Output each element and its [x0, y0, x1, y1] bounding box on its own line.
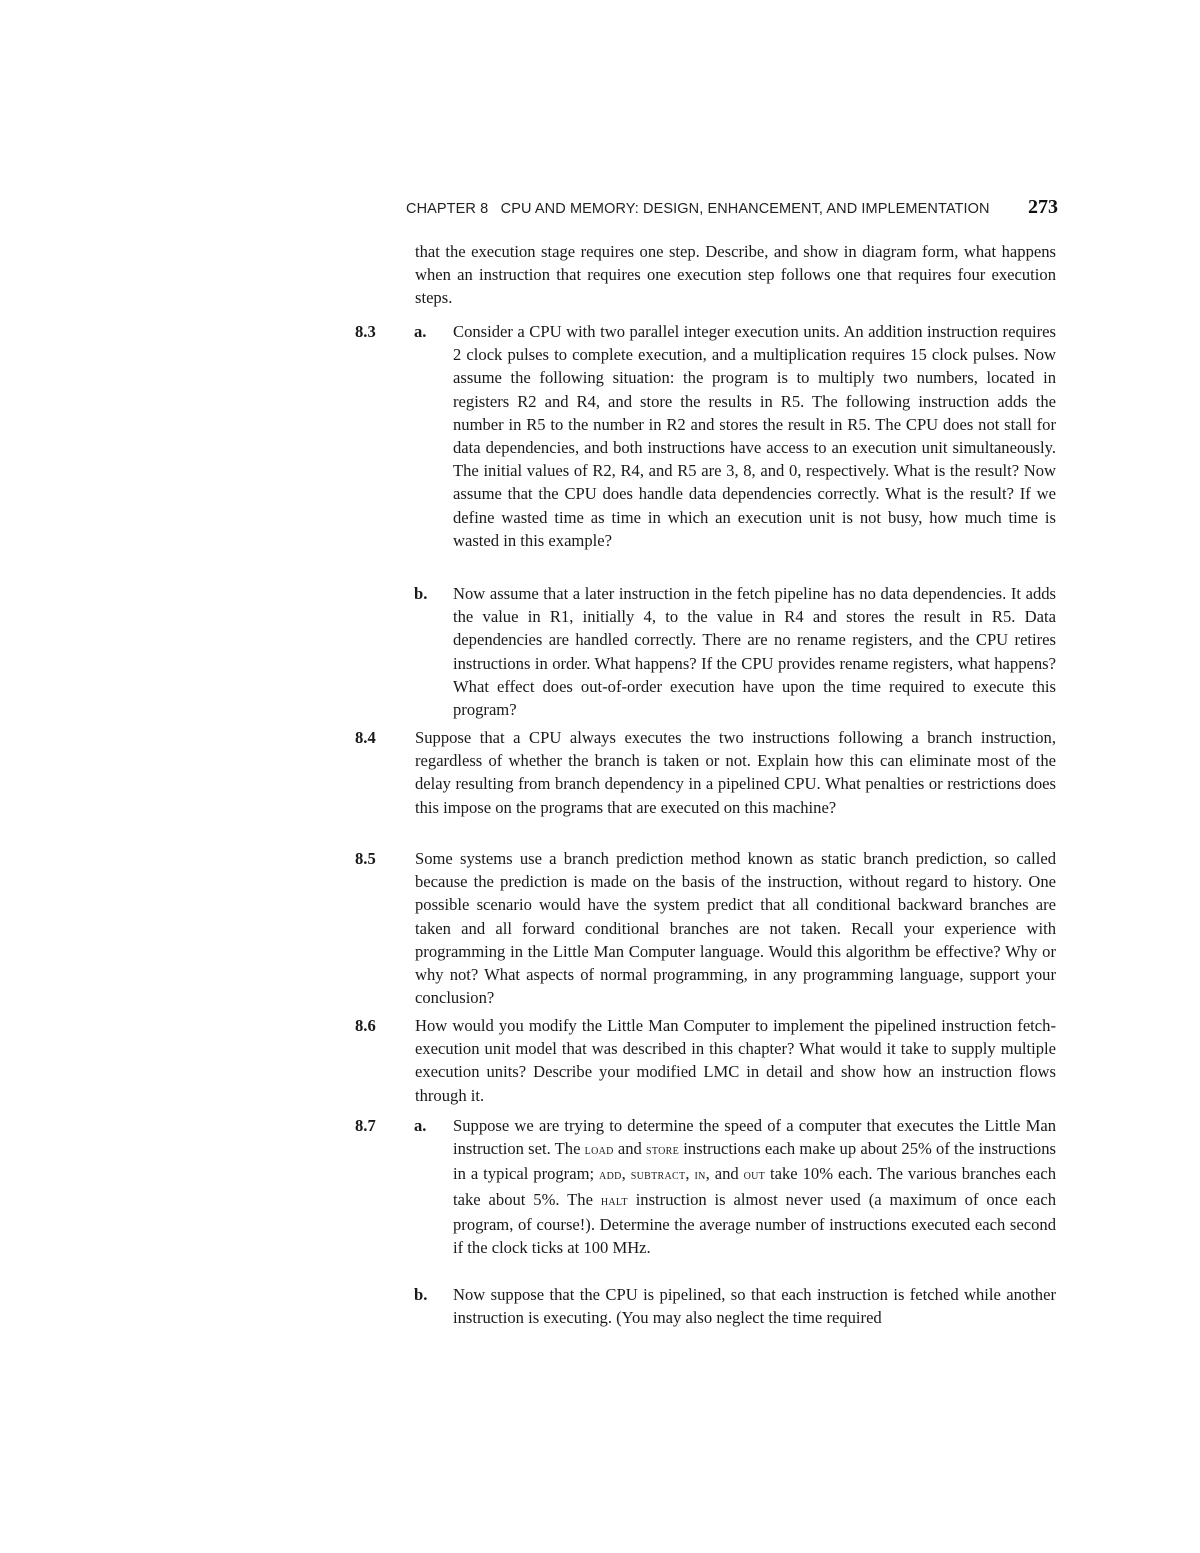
problem-8-5-text: Some systems use a branch prediction method known as static branch prediction, so called because the prediction is made on the basis of the instruction, without regard to history. One possible scenario would have the system predict that all conditional backward branches are taken and all forward conditional branches are not taken. Recall your experience with programming in the Little Man Computer language. Would this algorithm be effective? Why or why not? What aspects of normal programming, in any programming language, support your conclusion? [415, 849, 1056, 1008]
instruction-name: in [694, 1168, 706, 1184]
text-run: and [613, 1139, 646, 1159]
problem-8-6-text: How would you modify the Little Man Computer to implement the pipelined instruction fetch-execution unit model that was described in this chapter? What would it take to supply multiple execution units? Describe your modified LMC in detail and show how an instruction flows through it. [415, 1016, 1056, 1105]
instruction-name: add [599, 1168, 622, 1184]
text-run: take 10% each. The various branches each take about 5%. The [453, 1164, 1057, 1209]
problem-number: 8.4 [355, 728, 376, 747]
text-run: Suppose we are trying to determine the speed of a computer that executes the Little Man instruction set. The [453, 1116, 1056, 1159]
problem-8-7-a-text [453, 1114, 1056, 1259]
text-run: instructions each make up about 25% of the instructions in a typical program; [453, 1139, 1056, 1184]
problem-8-7-b-text: Now suppose that the CPU is pipelined, so that each instruction is fetched while another instruction is executing. (You may also neglect the time required [453, 1285, 1056, 1328]
continuation-paragraph: that the execution stage requires one step. Describe, and show in diagram form, what happens when an instruction that requires one execution step follows one that requires four execution steps. [415, 242, 1056, 308]
problem-number: 8.7 [355, 1116, 376, 1135]
text-run: , [685, 1164, 695, 1184]
text-run: , [621, 1164, 631, 1184]
problem-8-4-text: Suppose that a CPU always executes the two instructions following a branch instruction, regardless of whether the branch is taken or not. Explain how this can eliminate most of the delay resulting from branch dependency in a pipelined CPU. What penalties or restrictions does this impose on the programs that are executed on this machine? [415, 728, 1056, 817]
problem-8-3-a-text: Consider a CPU with two parallel integer execution units. An addition instruction requires 2 clock pulses to complete execution, and a multiplication requires 15 clock pulses. Now assume the following situation: the program is to multiply two numbers, located in registers R2 and R4, and store the results in R5. The following instruction adds the number in R5 to the number in R2 and stores the result in R5. The CPU does not stall for data dependencies, and both instructions have access to an execution unit simultaneously. The initial values of R2, R4, and R5 are 3, 8, and 0, respectively. What is the result? Now assume that the CPU does handle data dependencies correctly. What is the result? If we define wasted time as time in which an execution unit is not busy, how much time is wasted in this example? [453, 322, 1056, 550]
page-number: 273 [1028, 196, 1058, 218]
instruction-name: halt [600, 1193, 628, 1209]
part-label: a. [414, 1116, 427, 1135]
problem-number: 8.3 [355, 322, 376, 341]
instruction-name: store [646, 1143, 679, 1159]
page-header [406, 196, 1058, 222]
text-run: instruction is almost never used (a maximum of once each program, of course!). Determine the average number of instructions executed each second if the clock ticks at 100 MHz. [453, 1189, 1056, 1258]
instruction-name: load [584, 1143, 614, 1159]
problem-number: 8.5 [355, 849, 376, 868]
running-header [406, 201, 990, 217]
problem-8-3-b-text: Now assume that a later instruction in the fetch pipeline has no data dependencies. It adds the value in R1, initially 4, to the value in R4 and stores the result in R5. Data dependencies are handled correctly. There are no rename registers, and the CPU retires instructions in order. What happens? If the CPU provides rename registers, what happens? What effect does out-of-order execution have upon the time required to execute this program? [453, 584, 1056, 720]
part-label: b. [414, 584, 428, 603]
instruction-name: subtract [630, 1168, 686, 1184]
chapter-title: CPU AND MEMORY: DESIGN, ENHANCEMENT, AND IMPLEMENTATION [500, 201, 990, 217]
problem-number: 8.6 [355, 1016, 376, 1035]
text-run: , and [705, 1164, 744, 1184]
part-label: b. [414, 1285, 428, 1304]
instruction-name: out [743, 1168, 766, 1184]
chapter-label: CHAPTER 8 [406, 201, 489, 217]
part-label: a. [414, 322, 427, 341]
